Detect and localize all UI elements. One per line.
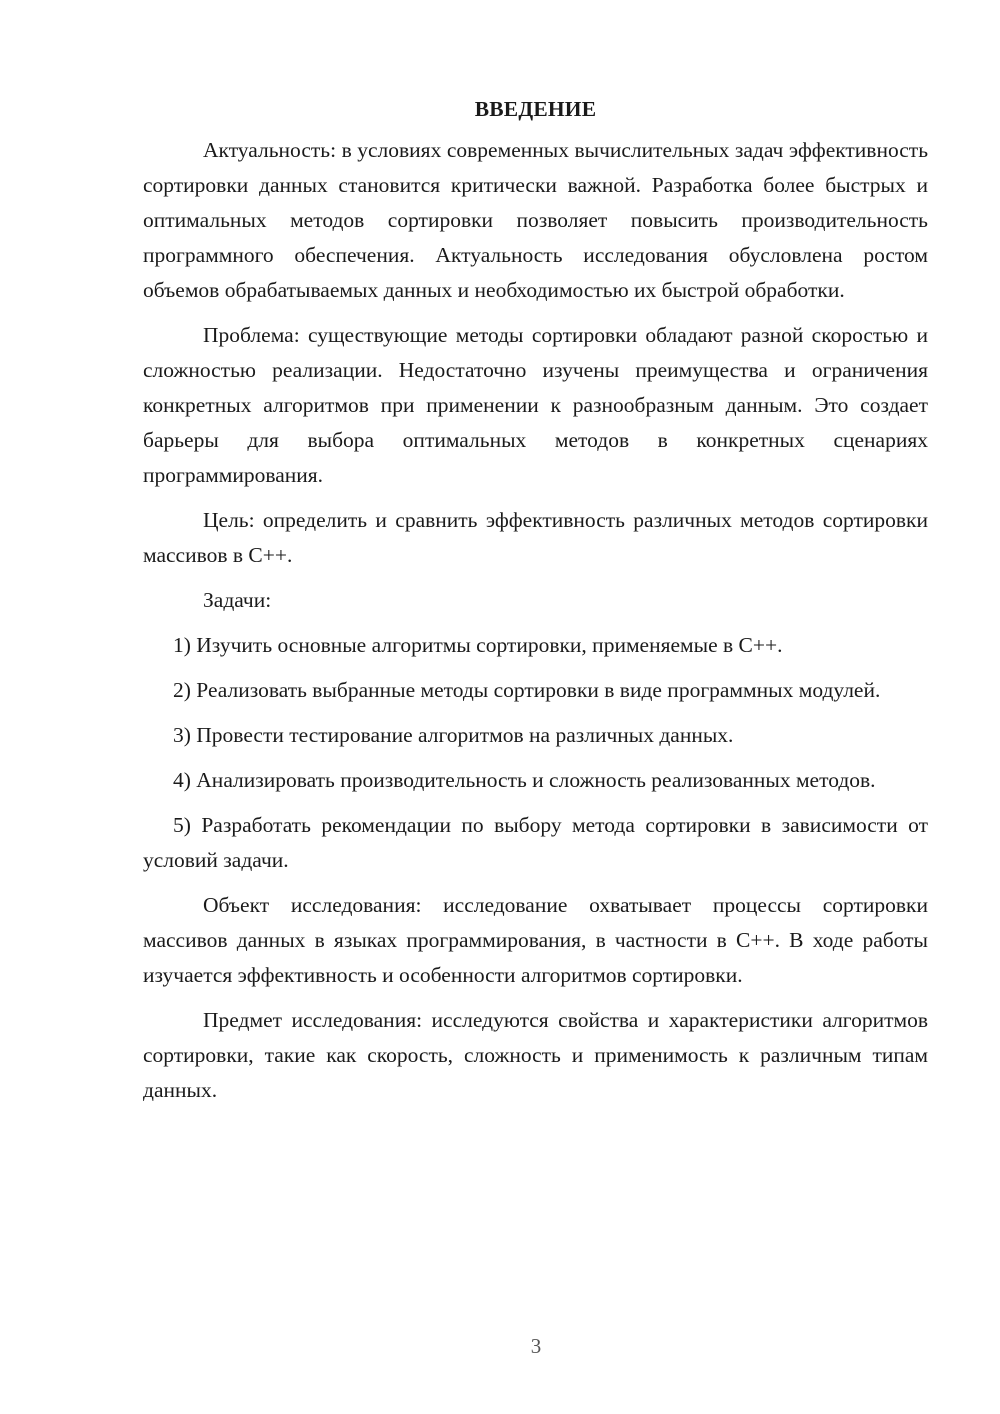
document-page [143, 92, 928, 1118]
paragraph-object: Объект исследования: исследование охватывает процессы сортировки массивов данных в языках программирования, в частности в C++. В ходе работы изучается эффективность и особенности алгоритмов сортировки. [143, 893, 928, 987]
paragraph-relevance: Актуальность: в условиях современных вычислительных задач эффективность сортировки данных становится критически важной. Разработка более быстрых и оптимальных методов сортировки позволяет повысить производительность программного обеспечения. Актуальность исследования обусловлена ростом объемов обрабатываемых данных и необходимостью их быстрой обработки. [143, 138, 928, 302]
paragraph-subject: Предмет исследования: исследуются свойства и характеристики алгоритмов сортировки, такие как скорость, сложность и применимость к различным типам данных. [143, 1008, 928, 1102]
task-item-2: 2) Реализовать выбранные методы сортировки в виде программных модулей. [173, 678, 881, 702]
task-item-3: 3) Провести тестирование алгоритмов на различных данных. [173, 723, 734, 747]
task-item-1: 1) Изучить основные алгоритмы сортировки, применяемые в C++. [173, 633, 783, 657]
paragraph-goal: Цель: определить и сравнить эффективность различных методов сортировки массивов в C++. [143, 508, 928, 567]
task-item-4: 4) Анализировать производительность и сложность реализованных методов. [173, 768, 876, 792]
paragraph-problem: Проблема: существующие методы сортировки обладают разной скоростью и сложностью реализации. Недостаточно изучены преимущества и ограничения конкретных алгоритмов при применении к разнообразным данным. Это создает барьеры для выбора оптимальных методов в конкретных сценариях программирования. [143, 323, 928, 487]
tasks-label: Задачи: [203, 588, 272, 612]
page-number: 3 [530, 1334, 542, 1358]
task-item-5: 5) Разработать рекомендации по выбору метода сортировки в зависимости от условий задачи. [143, 813, 928, 872]
section-heading: ВВЕДЕНИЕ [474, 97, 597, 121]
